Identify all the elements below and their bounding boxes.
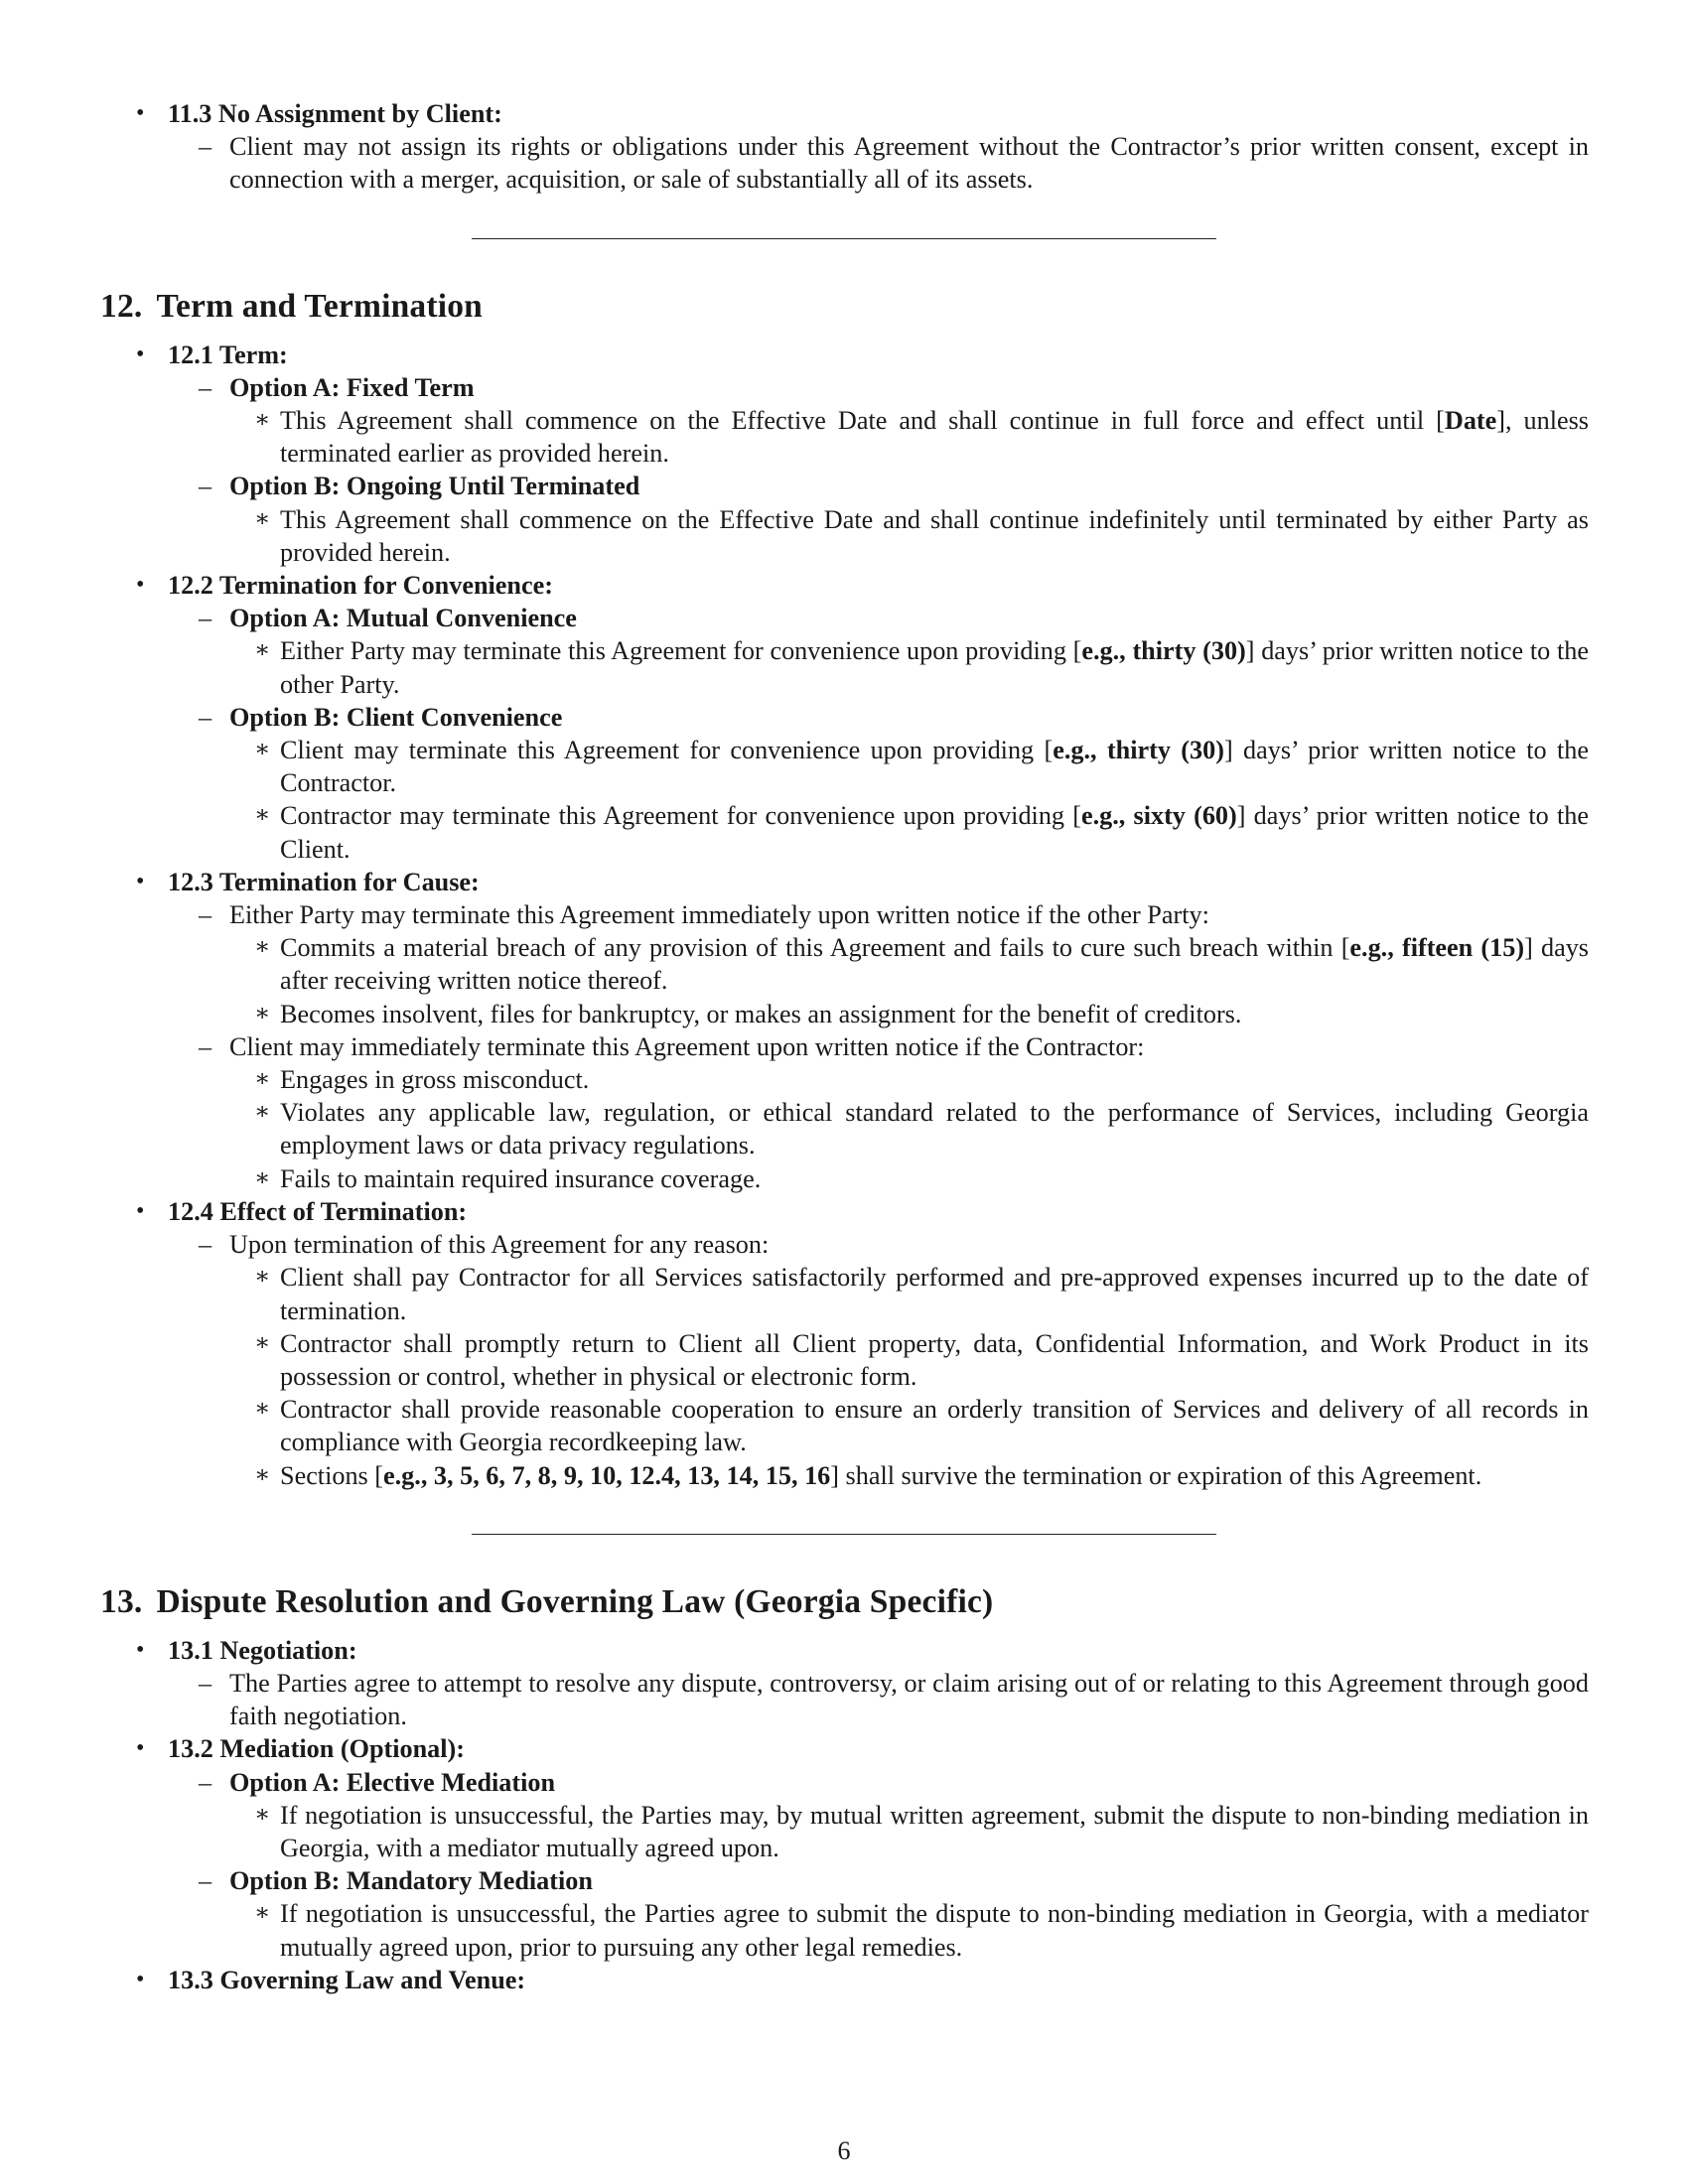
clause-heading: 13.3 Governing Law and Venue:	[168, 1965, 526, 1994]
option-text: ∗ Contractor may terminate this Agreement for convenience upon providing [e.g., sixty (60)] days’ prior written notice to the Client.	[229, 799, 1589, 865]
sub-item: – Upon termination of this Agreement for any reason: ∗ Client shall pay Contractor for all Services satisfactorily performed and pre-approved expenses incurred up to the date of termination. ∗ Contractor shall promptly return to Client all Client property, data, Confidential Information, and Work Product in its possession or control, whether in physical or electronic form. ∗ Contractor shall provide reasonable cooperation to ensure an orderly transition of Services and delivery of all records in compliance with Georgia recordkeeping law. ∗ Sections [e.g., 3, 5, 6, 7, 8, 9, 10, 12.4, 13, 14, 15, 16] shall survive the termination or expiration of this Agreement.	[168, 1228, 1589, 1492]
option-text: ∗ If negotiation is unsuccessful, the Parties may, by mutual written agreement, submit the dispute to non-binding mediation in Georgia, with a mediator mutually agreed upon.	[229, 1799, 1589, 1864]
option-item: – Option B: Mandatory Mediation ∗ If negotiation is unsuccessful, the Parties agree to submit the dispute to non-binding mediation in Georgia, with a mediator mutually agreed upon, prior to pursuing any other legal remedies.	[168, 1864, 1589, 1964]
clause-text: – Client may not assign its rights or obligations under this Agreement without the Contractor’s prior written consent, except in connection with a merger, acquisition, or sale of substantially all of its assets.	[168, 130, 1589, 196]
list-item: ∗ Engages in gross misconduct.	[229, 1063, 1589, 1096]
section-12-list	[100, 339, 1589, 1492]
clause-heading: 12.3 Termination for Cause:	[168, 867, 480, 896]
sub-item: – Either Party may terminate this Agreement immediately upon written notice if the other Party: ∗ Commits a material breach of any provision of this Agreement and fails to cure such breach within [e.g., fifteen (15)] days after receiving written notice thereof. ∗ Becomes insolvent, files for bankruptcy, or makes an assignment for the benefit of creditors.	[168, 898, 1589, 1030]
clause-heading: 12.2 Termination for Convenience:	[168, 571, 553, 601]
clause-text: – The Parties agree to attempt to resolve any dispute, controversy, or claim arising out of or relating to this Agreement through good faith negotiation.	[168, 1667, 1589, 1732]
section-divider	[472, 1534, 1216, 1535]
list-item: ∗ Becomes insolvent, files for bankruptcy, or makes an assignment for the benefit of creditors.	[229, 998, 1589, 1030]
section-13-heading: 13. Dispute Resolution and Governing Law (Georgia Specific)	[100, 1582, 994, 1620]
clause-12-1	[100, 339, 1589, 569]
clause-13-2	[100, 1732, 1589, 1963]
list-item: ∗ Client shall pay Contractor for all Services satisfactorily performed and pre-approved expenses incurred up to the date of termination.	[229, 1261, 1589, 1326]
sub-item: – Client may immediately terminate this Agreement upon written notice if the Contractor: ∗ Engages in gross misconduct. ∗ Violates any applicable law, regulation, or ethical standard related to the performance of Services, including Georgia employment laws or data privacy regulations. ∗ Fails to maintain required insurance coverage.	[168, 1030, 1589, 1195]
clause-12-4	[100, 1195, 1589, 1492]
list-item: ∗ Sections [e.g., 3, 5, 6, 7, 8, 9, 10, 12.4, 13, 14, 15, 16] shall survive the termination or expiration of this Agreement.	[229, 1459, 1589, 1492]
option-text: ∗ This Agreement shall commence on the Effective Date and shall continue in full force and effect until [Date], unless terminated earlier as provided herein.	[229, 404, 1589, 470]
page-number: 6	[837, 2136, 851, 2165]
list-item: ∗ Violates any applicable law, regulation, or ethical standard related to the performance of Services, including Georgia employment laws or data privacy regulations.	[229, 1096, 1589, 1161]
option-item: – Option A: Elective Mediation ∗ If negotiation is unsuccessful, the Parties may, by mutual written agreement, submit the dispute to non-binding mediation in Georgia, with a mediator mutually agreed upon.	[168, 1766, 1589, 1865]
option-item: – Option A: Mutual Convenience ∗ Either Party may terminate this Agreement for convenience upon providing [e.g., thirty (30)] days’ prior written notice to the other Party.	[168, 602, 1589, 701]
option-item: – Option A: Fixed Term ∗ This Agreement shall commence on the Effective Date and shall continue in full force and effect until [Date], unless terminated earlier as provided herein.	[168, 371, 1589, 471]
option-text: ∗ Either Party may terminate this Agreement for convenience upon providing [e.g., thirty (30)] days’ prior written notice to the other Party.	[229, 634, 1589, 700]
option-text: ∗ Client may terminate this Agreement for convenience upon providing [e.g., thirty (30)] days’ prior written notice to the Contractor.	[229, 734, 1589, 799]
clause-13-3	[100, 1964, 1589, 1996]
option-item: – Option B: Ongoing Until Terminated ∗ This Agreement shall commence on the Effective Date and shall continue indefinitely until terminated by either Party as provided herein.	[168, 470, 1589, 569]
section-11-list	[100, 97, 1589, 197]
option-item: – Option B: Client Convenience ∗ Client may terminate this Agreement for convenience upon providing [e.g., thirty (30)] days’ prior written notice to the Contractor. ∗ Contractor may terminate this Agreement for convenience upon providing [e.g., sixty (60)] days’ prior written notice to the Client.	[168, 701, 1589, 866]
clause-12-3	[100, 866, 1589, 1195]
clause-heading: 13.1 Negotiation:	[168, 1635, 357, 1665]
clause-12-2	[100, 569, 1589, 866]
clause-heading: 12.4 Effect of Termination:	[168, 1196, 468, 1226]
clause-11-3	[100, 97, 1589, 197]
option-text: ∗ This Agreement shall commence on the Effective Date and shall continue indefinitely until terminated by either Party as provided herein.	[229, 503, 1589, 569]
clause-heading: 13.2 Mediation (Optional):	[168, 1734, 465, 1764]
section-divider	[472, 238, 1216, 239]
list-item: ∗ Contractor shall promptly return to Client all Client property, data, Confidential Information, and Work Product in its possession or control, whether in physical or electronic form.	[229, 1327, 1589, 1393]
section-12-heading: 12. Term and Termination	[100, 287, 483, 325]
document-page	[100, 97, 1589, 1996]
clause-heading: 12.1 Term:	[168, 340, 288, 369]
list-item: ∗ Commits a material breach of any provision of this Agreement and fails to cure such breach within [e.g., fifteen (15)] days after receiving written notice thereof.	[229, 931, 1589, 997]
clause-heading: 11.3 No Assignment by Client:	[168, 99, 502, 128]
section-13-list	[100, 1634, 1589, 1996]
option-text: ∗ If negotiation is unsuccessful, the Parties agree to submit the dispute to non-binding mediation in Georgia, with a mediator mutually agreed upon, prior to pursuing any other legal remedies.	[229, 1897, 1589, 1963]
list-item: ∗ Contractor shall provide reasonable cooperation to ensure an orderly transition of Services and delivery of all records in compliance with Georgia recordkeeping law.	[229, 1393, 1589, 1458]
list-item: ∗ Fails to maintain required insurance coverage.	[229, 1162, 1589, 1195]
clause-13-1	[100, 1634, 1589, 1733]
